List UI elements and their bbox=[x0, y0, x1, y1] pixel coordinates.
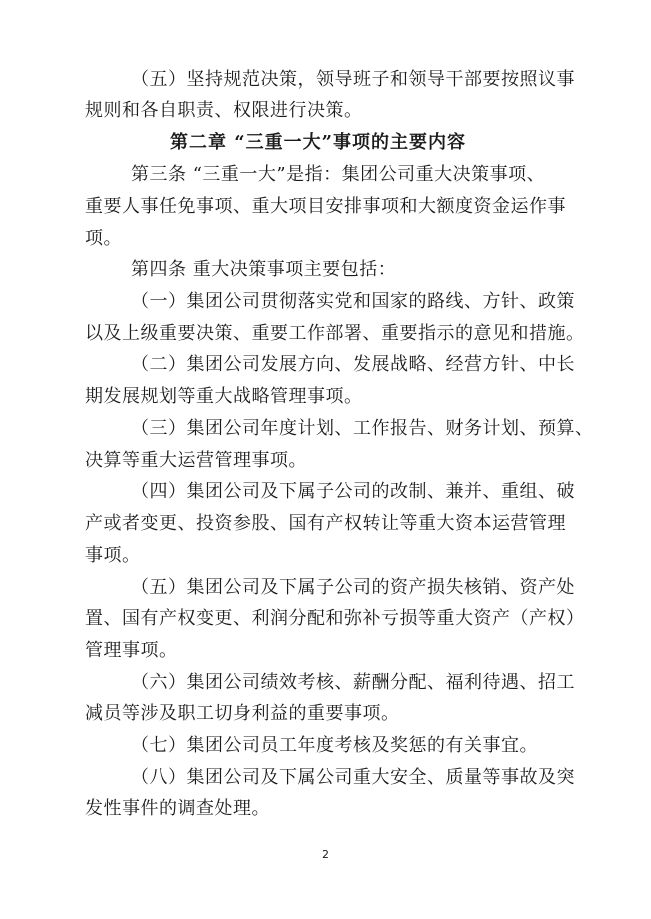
text-line: 减员等涉及职工切身利益的重要事项。 bbox=[85, 703, 400, 724]
text-line: 重要人事任免事项、重大项目安排事项和大额度资金运作事 bbox=[85, 196, 566, 217]
page-number: 2 bbox=[322, 848, 329, 861]
text-line: （五）坚持规范决策，领导班子和领导干部要按照议事 bbox=[131, 69, 575, 90]
list-item-line: （一）集团公司贯彻落实党和国家的路线、方针、政策 bbox=[131, 291, 575, 312]
text-line: 置、国有产权变更、利润分配和弥补亏损等重大资产（产权） bbox=[85, 608, 585, 629]
article-line: 第三条 “三重一大”是指：集团公司重大决策事项、 bbox=[131, 164, 546, 185]
text-line: 项。 bbox=[85, 228, 122, 249]
text-line: 以及上级重要决策、重要工作部署、重要指示的意见和措施。 bbox=[85, 323, 585, 344]
text-line: 管理事项。 bbox=[85, 640, 178, 661]
text-line: 期发展规划等重大战略管理事项。 bbox=[85, 386, 363, 407]
chapter-heading: 第二章 “三重一大”事项的主要内容 bbox=[170, 132, 466, 153]
list-item-line: （七）集团公司员工年度考核及奖惩的有关事宜。 bbox=[131, 735, 538, 756]
list-item-line: （八）集团公司及下属公司重大安全、质量等事故及突 bbox=[131, 767, 575, 788]
list-item-line: （四）集团公司及下属子公司的改制、兼并、重组、破 bbox=[131, 481, 575, 502]
text-line: 决算等重大运营管理事项。 bbox=[85, 450, 307, 471]
list-item-line: （五）集团公司及下属子公司的资产损失核销、资产处 bbox=[131, 577, 575, 598]
text-line: 产或者变更、投资参股、国有产权转让等重大资本运营管理 bbox=[85, 513, 566, 534]
text-line: 事项。 bbox=[85, 545, 141, 566]
article-line: 第四条 重大决策事项主要包括： bbox=[131, 259, 397, 280]
list-item-line: （二）集团公司发展方向、发展战略、经营方针、中长 bbox=[131, 354, 575, 375]
list-item-line: （三）集团公司年度计划、工作报告、财务计划、预算、 bbox=[131, 418, 594, 439]
list-item-line: （六）集团公司绩效考核、薪酬分配、福利待遇、招工 bbox=[131, 672, 575, 693]
text-line: 规则和各自职责、权限进行决策。 bbox=[85, 100, 363, 121]
text-line: 发性事件的调查处理。 bbox=[85, 798, 270, 819]
